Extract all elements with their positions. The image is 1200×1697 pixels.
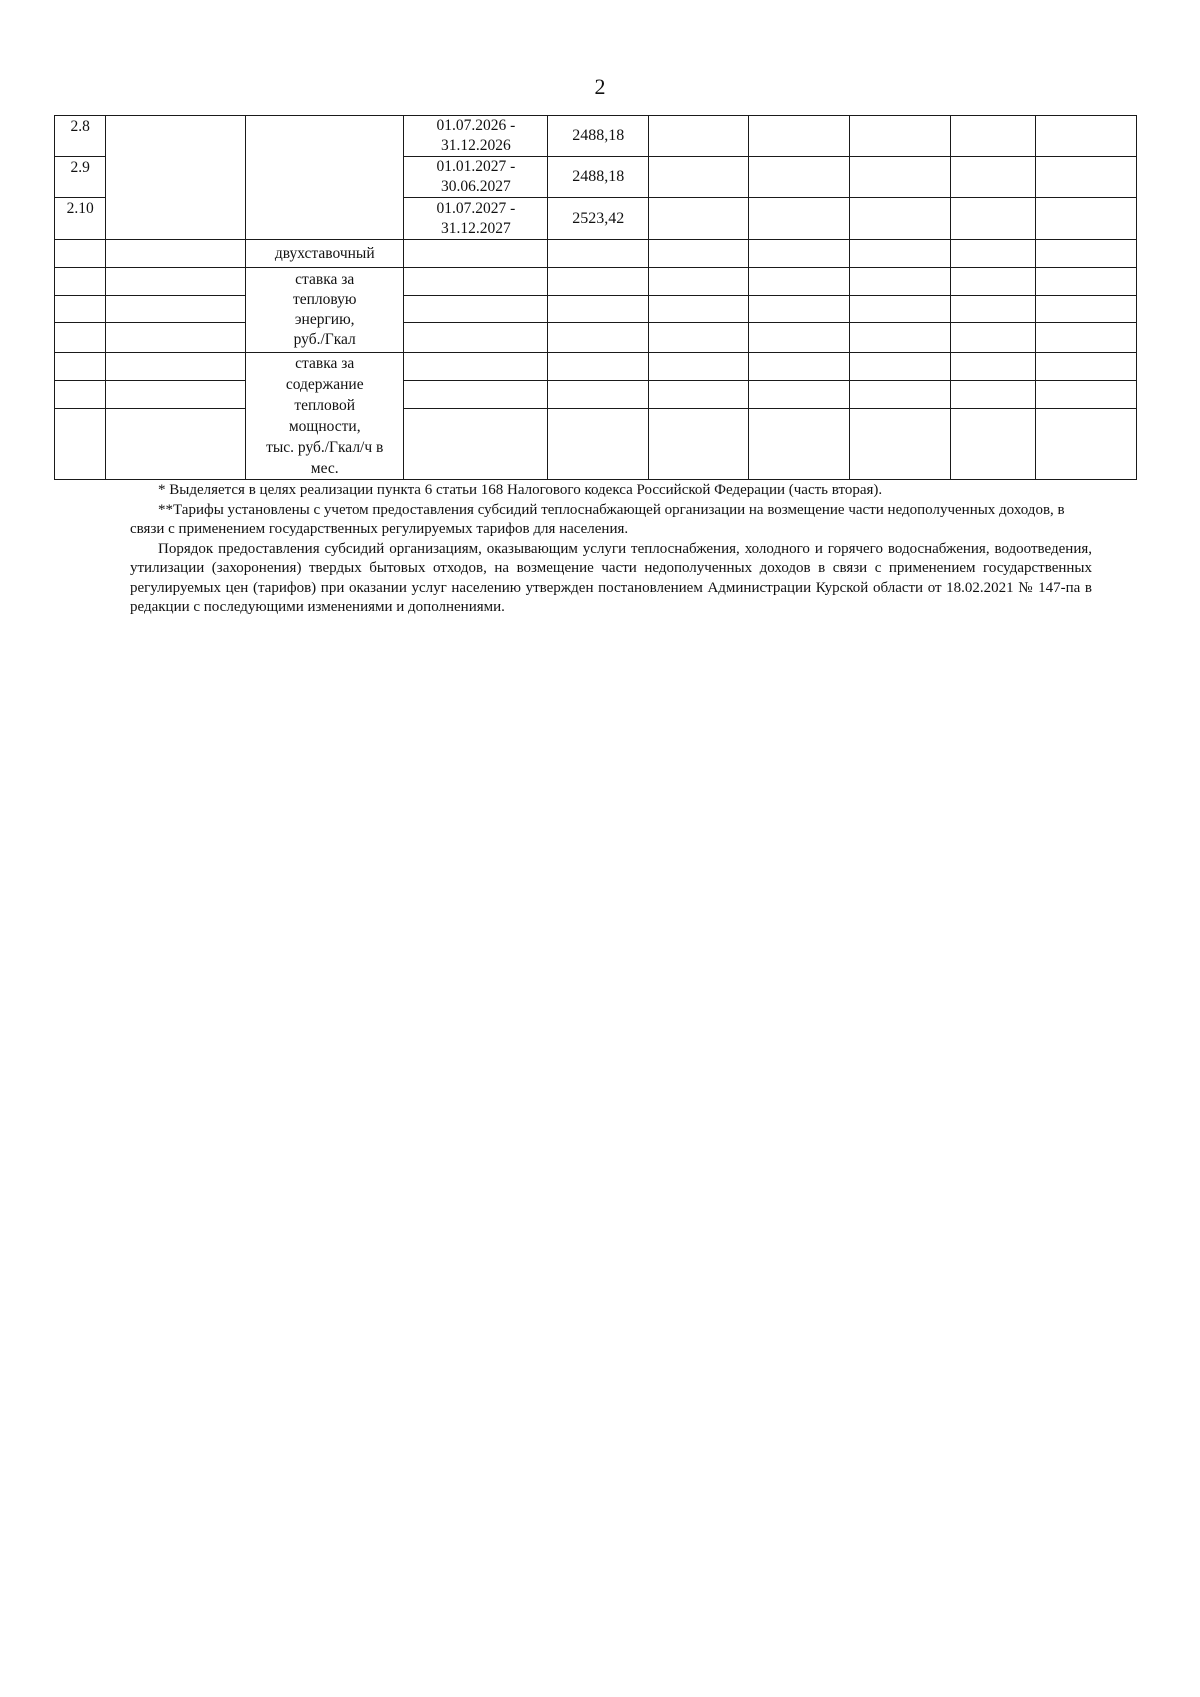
empty-cell: [1036, 381, 1137, 409]
empty-cell: [749, 116, 849, 157]
table-row: [55, 240, 1137, 268]
capacity-rate-label-line: содержание: [285, 376, 364, 393]
empty-cell: [749, 381, 849, 409]
empty-cell: [648, 268, 748, 296]
empty-cell: [1036, 198, 1137, 240]
table-row: [55, 116, 1137, 157]
period-end: 31.12.2027: [441, 219, 511, 237]
empty-cell: [1036, 353, 1137, 381]
table-row: [55, 323, 1137, 353]
empty-cell: [55, 268, 106, 296]
empty-cell: [849, 353, 951, 381]
table-row: [55, 296, 1137, 323]
empty-cell: [106, 353, 246, 381]
footnote-procedure: Порядок предоставления субсидий организациям, оказывающим услуги теплоснабжения, холодного и горячего водоснабжения, водоотведения, утилизации (захоронения) твердых бытовых отходов, на возмещение части недополученных доходов в связи с применением государственных регулируемых цен (тарифов) при оказании услуг населению утвержден постановлением Администрации Курской области от 18.02.2021 № 147-па в редакции с последующими изменениями и дополнениями.: [130, 540, 1092, 615]
empty-cell: [951, 157, 1036, 198]
empty-cell: [648, 409, 748, 480]
tariff-value: 2488,18: [548, 157, 648, 198]
period-start: 01.07.2027 -: [436, 199, 516, 217]
empty-cell: [548, 240, 648, 268]
period-end: 31.12.2026: [441, 137, 511, 154]
table-row: [55, 268, 1137, 296]
capacity-rate-label-line: ставка за: [295, 355, 355, 372]
empty-cell: [648, 157, 748, 198]
empty-cell: [548, 268, 648, 296]
empty-cell: [1036, 296, 1137, 323]
two-rate-label: двухставочный: [246, 240, 404, 268]
empty-cell: [55, 409, 106, 480]
empty-cell: [951, 240, 1036, 268]
capacity-rate-label-line: тепловой: [294, 397, 356, 414]
empty-cell: [951, 116, 1036, 157]
empty-cell: [548, 296, 648, 323]
empty-cell: [106, 381, 246, 409]
empty-cell: [951, 198, 1036, 240]
empty-cell: [648, 323, 748, 353]
empty-cell: [548, 353, 648, 381]
empty-cell: [849, 268, 951, 296]
empty-cell: [55, 323, 106, 353]
capacity-rate-label-line: мощности,: [288, 418, 361, 435]
empty-cell: [849, 116, 951, 157]
empty-cell: [749, 353, 849, 381]
empty-cell: [1036, 240, 1137, 268]
empty-cell: [55, 296, 106, 323]
empty-cell: [749, 157, 849, 198]
energy-rate-label-line: ставка за: [295, 271, 355, 288]
empty-cell: [1036, 268, 1137, 296]
empty-cell: [849, 409, 951, 480]
empty-cell: [749, 296, 849, 323]
empty-cell: [849, 240, 951, 268]
empty-cell: [106, 409, 246, 480]
empty-cell: [749, 240, 849, 268]
period-cell: [404, 157, 548, 198]
empty-cell: [106, 323, 246, 353]
empty-cell: [1036, 409, 1137, 480]
empty-cell: [404, 268, 548, 296]
row-number: 2.9: [55, 157, 106, 198]
empty-cell: [648, 240, 748, 268]
empty-cell: [951, 268, 1036, 296]
capacity-rate-label-line: мес.: [310, 460, 339, 477]
row-number: 2.8: [55, 116, 106, 157]
period-end: 30.06.2027: [441, 178, 511, 195]
empty-cell: [404, 296, 548, 323]
empty-cell: [849, 157, 951, 198]
empty-cell: [951, 409, 1036, 480]
empty-cell: [106, 240, 246, 268]
empty-cell: [648, 296, 748, 323]
empty-cell: [1036, 323, 1137, 353]
empty-cell: [749, 323, 849, 353]
empty-cell: [106, 116, 246, 240]
empty-cell: [55, 381, 106, 409]
empty-cell: [404, 353, 548, 381]
energy-rate-label-line: тепловую: [292, 291, 357, 308]
empty-cell: [648, 198, 748, 240]
footnote-subsidy: **Тарифы установлены с учетом предоставления субсидий теплоснабжающей организации на возмещение части недополученных доходов, в связи с применением государственных регулируемых тарифов для населения.: [130, 501, 1065, 537]
row-number: 2.10: [55, 198, 106, 240]
empty-cell: [951, 381, 1036, 409]
empty-cell: [749, 198, 849, 240]
energy-rate-label: [246, 268, 404, 353]
empty-cell: [648, 353, 748, 381]
table-row: [55, 409, 1137, 480]
empty-cell: [951, 353, 1036, 381]
empty-cell: [548, 381, 648, 409]
empty-cell: [749, 268, 849, 296]
empty-cell: [951, 323, 1036, 353]
period-cell: [404, 198, 548, 240]
capacity-rate-label-line: тыс. руб./Гкал/ч в: [266, 439, 384, 456]
empty-cell: [1036, 116, 1137, 157]
tariff-value: 2523,42: [548, 198, 648, 240]
capacity-rate-label: [246, 353, 404, 480]
empty-cell: [106, 268, 246, 296]
empty-cell: [849, 296, 951, 323]
empty-cell: [404, 240, 548, 268]
empty-cell: [548, 409, 648, 480]
empty-cell: [404, 381, 548, 409]
empty-cell: [749, 409, 849, 480]
table-row: [55, 353, 1137, 381]
period-start: 01.07.2026 -: [436, 117, 516, 134]
tariff-value: 2488,18: [548, 116, 648, 157]
empty-cell: [849, 381, 951, 409]
empty-cell: [951, 296, 1036, 323]
energy-rate-label-line: энергию,: [294, 311, 355, 328]
empty-cell: [1036, 157, 1137, 198]
footnotes: [130, 481, 1092, 618]
period-start: 01.01.2027 -: [436, 158, 516, 175]
empty-cell: [55, 240, 106, 268]
empty-cell: [404, 409, 548, 480]
empty-cell: [849, 198, 951, 240]
empty-cell: [55, 353, 106, 381]
energy-rate-label-line: руб./Гкал: [293, 331, 356, 348]
empty-cell: [246, 116, 404, 240]
tariff-table: [54, 115, 1137, 480]
period-cell: [404, 116, 548, 157]
empty-cell: [648, 116, 748, 157]
empty-cell: [106, 296, 246, 323]
footnote-vat: * Выделяется в целях реализации пункта 6 статьи 168 Налогового кодекса Российской Федерации (часть вторая).: [158, 482, 883, 498]
table-row: [55, 381, 1137, 409]
empty-cell: [548, 323, 648, 353]
empty-cell: [404, 323, 548, 353]
page-number: 2: [594, 74, 606, 99]
empty-cell: [648, 381, 748, 409]
empty-cell: [849, 323, 951, 353]
